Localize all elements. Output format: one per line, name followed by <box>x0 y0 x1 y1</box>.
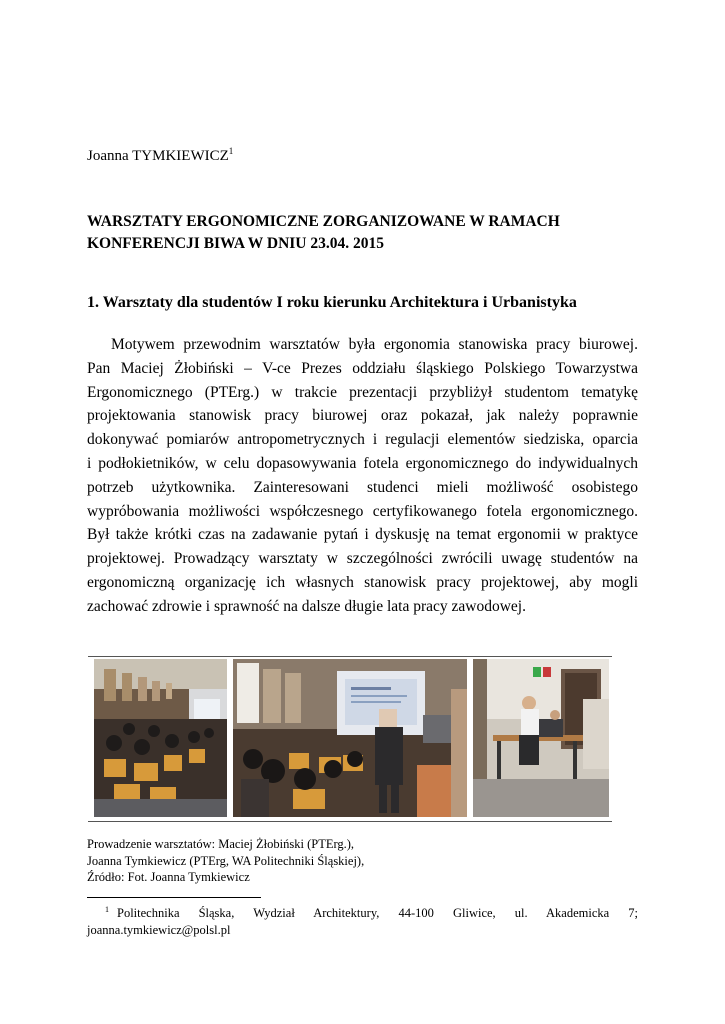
paragraph-line: projektowania stanowisk pracy biurowej oraz pokazał, jak należy poprawnie <box>87 407 638 425</box>
photo-workstation <box>473 659 609 817</box>
caption-line: Joanna Tymkiewicz (PTErg, WA Politechniki Śląskiej), <box>87 853 365 868</box>
figure-caption <box>87 836 364 886</box>
body-paragraph <box>87 333 638 619</box>
author-name: Joanna TYMKIEWICZ <box>87 148 229 164</box>
title-line: KONFERENCJI BIWA W DNIU 23.04. 2015 <box>87 235 384 252</box>
author-line <box>87 148 233 165</box>
paragraph-line: projektowej. Prowadzący warsztaty w szczególności zwrócili uwagę studentów na <box>87 550 638 568</box>
photo-presenter <box>233 659 467 817</box>
title-line: WARSZTATY ERGONOMICZNE ZORGANIZOWANE W RAMACH <box>87 213 560 230</box>
footnote-text: Politechnika Śląska, Wydział Architektury, 44-100 Gliwice, ul. Akademicka 7; <box>117 906 638 920</box>
paragraph-line: dokonywać pomiarów antropometrycznych i regulacji elementów siedziska, oparcia <box>87 431 638 449</box>
photo-strip <box>88 656 612 822</box>
paragraph-line: wypróbowania możliwości współczesnego certyfikowanego fotela ergonomicznego. <box>87 502 638 520</box>
footnote-line <box>87 905 638 922</box>
footnote-mark: 1 <box>105 904 109 914</box>
paragraph-line: Był także krótki czas na zadawanie pytań i dyskusję na temat ergonomii w praktyce <box>87 526 638 544</box>
footnote <box>87 905 638 939</box>
paragraph-line: i podłokietników, w celu dopasowywania fotela ergonomicznego do indywidualnych <box>87 454 638 472</box>
footnote-divider <box>87 897 261 898</box>
photo-lecture-hall <box>94 659 227 817</box>
paragraph-line: Motywem przewodnim warsztatów była ergonomia stanowiska pracy biurowej. <box>111 336 638 353</box>
paragraph-line: ergonomiczną organizację ich własnych stanowisk pracy projektowej, aby mogli <box>87 573 638 591</box>
caption-line: Prowadzenie warsztatów: Maciej Żłobiński (PTErg.), <box>87 837 355 851</box>
footnote-email: joanna.tymkiewicz@polsl.pl <box>87 923 231 937</box>
caption-line: Źródło: Fot. Joanna Tymkiewicz <box>87 870 250 884</box>
paragraph-line: zachować zdrowie i sprawność na dalsze długie lata pracy zawodowej. <box>87 597 526 615</box>
author-footnote-mark: 1 <box>228 146 234 156</box>
paragraph-line: Pan Maciej Żłobiński – V-ce Prezes oddziału śląskiego Polskiego Towarzystwa <box>87 359 638 377</box>
paragraph-line: potrzeb użytkownika. Zainteresowani studenci mieli możliwość osobistego <box>87 478 638 496</box>
paragraph-line: Ergonomicznego (PTErg.) w trakcie prezentacji przybliżył studentom tematykę <box>87 383 638 401</box>
document-title <box>87 211 647 255</box>
section-heading: 1. Warsztaty dla studentów I roku kierunku Architektura i Urbanistyka <box>87 294 577 311</box>
